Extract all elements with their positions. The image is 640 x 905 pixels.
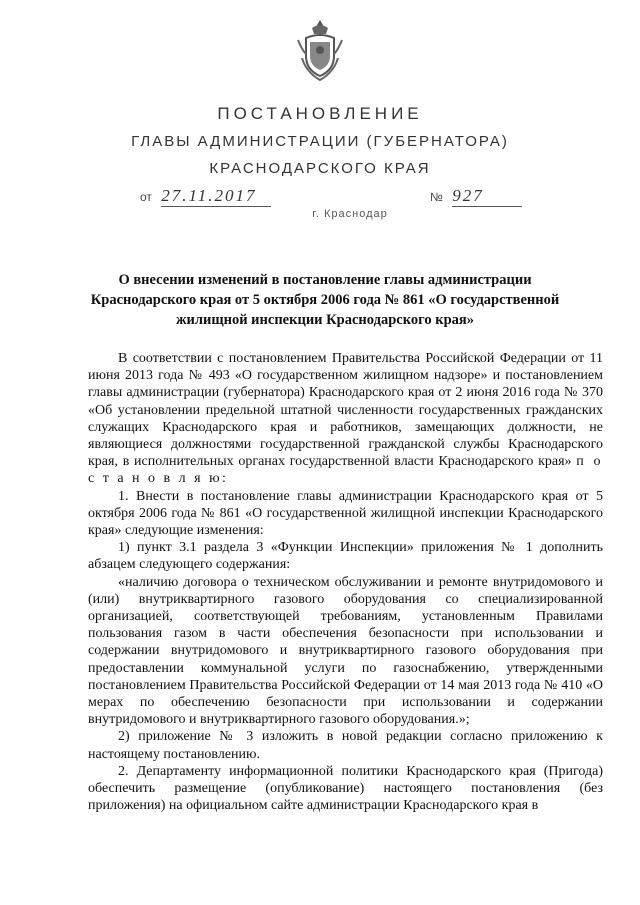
paragraph-preamble — [88, 350, 603, 488]
document-title: О внесении изменений в постановление главы администрации Краснодарского края от 5 октября 2006 года № 861 «О государственной жилищной инспекции Краснодарского края» — [90, 272, 560, 328]
date-field — [140, 186, 271, 207]
paragraph-item-2: 2. Департаменту информационной политики Краснодарского края (Пригода) обеспечить размещение (опубликование) настоящего постановления (без приложения) на официальном сайте администрации Краснодарского края в — [88, 763, 603, 814]
date-value: 27.11.2017 — [161, 186, 271, 207]
doc-type-heading: ПОСТАНОВЛЕНИЕ — [217, 104, 423, 123]
preamble-text: В соответствии с постановлением Правительства Российской Федерации от 11 июня 2013 года № 493 «О государственном жилищном надзоре» и постановлением главы администрации (губернатора) Краснодарского края от 2 июня 2016 года № 370 «Об установлении предельной штатной численности государственных гражданских служащих Краснодарского края и работников, замещающих должности, не являющиеся должностями государственной гражданской службы Краснодарского края, в исполнительных органах государственной власти Краснодарского края» — [88, 351, 603, 470]
coat-of-arms-emblem — [296, 18, 344, 84]
number-prefix: № — [430, 190, 443, 204]
region-heading: КРАСНОДАРСКОГО КРАЯ — [209, 160, 431, 177]
paragraph-quoted-text: «наличию договора о техническом обслуживании и ремонте внутридомового и (или) внутриквартирного газового оборудования со специализированной организацией, соответствующей требованиям, установленным Правилами пользования газом в части обеспечения безопасности при использовании и содержании внутридомового и внутриквартирного газового оборудования при предоставлении коммунальной услуги по газоснабжению, утвержденными постановлением Правительства Российской Федерации от 14 мая 2013 года № 410 «О мерах по обеспечению безопасности при использовании и содержании внутридомового и внутриквартирного газового оборудования.»; — [88, 574, 603, 728]
issuer-heading: ГЛАВЫ АДМИНИСТРАЦИИ (ГУБЕРНАТОРА) — [131, 133, 509, 150]
document-body — [88, 350, 603, 814]
paragraph-subitem-2: 2) приложение № 3 изложить в новой редакции согласно приложению к настоящему постановлению. — [88, 729, 603, 762]
city-label: г. Краснодар — [312, 208, 388, 220]
paragraph-item-1: 1. Внести в постановление главы администрации Краснодарского края от 5 октября 2006 года № 861 «О государственной жилищной инспекции Краснодарского края» следующие изменения: — [88, 488, 603, 539]
number-field — [430, 186, 522, 207]
date-prefix: от — [140, 190, 152, 204]
number-value: 927 — [452, 186, 522, 207]
paragraph-subitem-1: 1) пункт 3.1 раздела 3 «Функции Инспекции» приложения № 1 дополнить абзацем следующего содержания: — [88, 540, 603, 573]
resolve-word: п о с т а н о в л я ю: — [88, 454, 603, 487]
